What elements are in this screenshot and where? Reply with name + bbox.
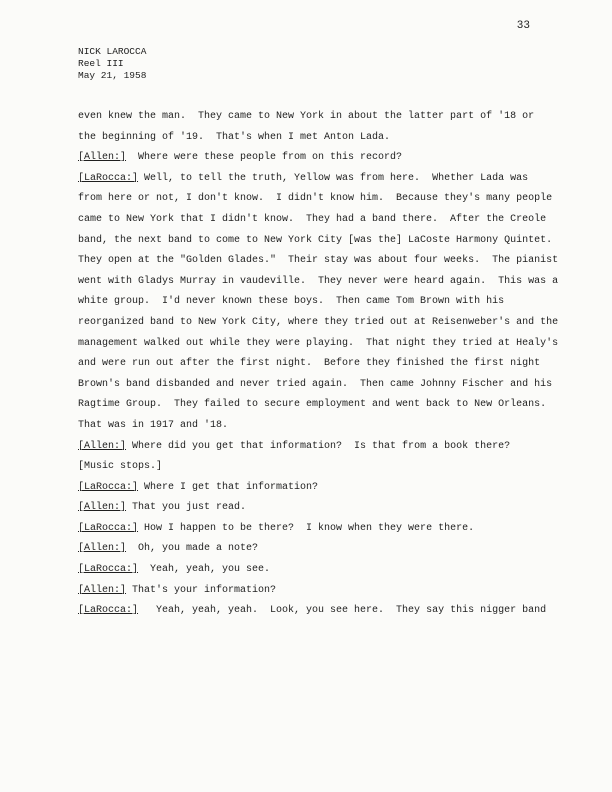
- transcript-line: from here or not, I don't know. I didn't know him. Because they's many people: [78, 193, 553, 205]
- transcript-line: Brown's band disbanded and never tried again. Then came Johnny Fischer and his: [78, 378, 553, 390]
- transcript-line: Ragtime Group. They failed to secure employment and went back to New Orleans.: [78, 399, 547, 411]
- transcript-line: [78, 519, 570, 540]
- transcript-line: [78, 601, 570, 622]
- transcript-line: the beginning of '19. That's when I met Anton Lada.: [78, 131, 391, 143]
- transcript-body: [78, 107, 570, 622]
- speech-text: Where were these people from on this record?: [126, 152, 403, 164]
- transcript-line: [78, 539, 570, 560]
- speech-text: That you just read.: [126, 502, 247, 514]
- speaker-label: [LaRocca:]: [78, 522, 139, 534]
- speech-text: How I happen to be there? I know when they were there.: [138, 522, 475, 534]
- speaker-label: [LaRocca:]: [78, 481, 139, 493]
- transcript-line: [78, 560, 570, 581]
- speaker-label: [LaRocca:]: [78, 605, 139, 617]
- transcript-line: reorganized band to New York City, where they tried out at Reisenweber's and the: [78, 316, 559, 328]
- transcript-line: [78, 498, 570, 519]
- transcript-line: [78, 478, 570, 499]
- transcript-line: came to New York that I didn't know. They had a band there. After the Creole: [78, 213, 547, 225]
- page-number: 33: [516, 20, 530, 32]
- transcript-line: and were run out after the first night. Before they finished the first night: [78, 358, 541, 370]
- transcript-line: [78, 581, 570, 602]
- interviewee-name: NICK LAROCCA: [78, 46, 147, 57]
- transcript-line: [78, 148, 570, 169]
- speech-text: Where did you get that information? Is that from a book there?: [126, 440, 511, 452]
- transcript-line: [78, 169, 570, 190]
- transcript-line: band, the next band to come to New York City [was the] LaCoste Harmony Quintet.: [78, 234, 553, 246]
- speech-text: Yeah, yeah, you see.: [138, 564, 271, 576]
- speech-text: Where I get that information?: [138, 481, 319, 493]
- transcript-line: white group. I'd never known these boys. Then came Tom Brown with his: [78, 296, 505, 308]
- interview-date: May 21, 1958: [78, 70, 147, 81]
- reel-label: Reel III: [78, 58, 124, 69]
- speech-text: Yeah, yeah, yeah. Look, you see here. They say this nigger band: [138, 605, 547, 617]
- speech-text: Oh, you made a note?: [126, 543, 259, 555]
- speaker-label: [Allen:]: [78, 440, 127, 452]
- transcript-line: They open at the "Golden Glades." Their stay was about four weeks. The pianist: [78, 255, 559, 267]
- speaker-label: [Allen:]: [78, 543, 127, 555]
- speech-text: Well, to tell the truth, Yellow was from here. Whether Lada was: [138, 172, 529, 184]
- transcript-line: went with Gladys Murray in vaudeville. They never were heard again. This was a: [78, 275, 559, 287]
- speaker-label: [LaRocca:]: [78, 172, 139, 184]
- speaker-label: [Allen:]: [78, 502, 127, 514]
- transcript-line: [78, 437, 570, 458]
- transcript-line: [Music stops.]: [78, 461, 163, 473]
- speaker-label: [LaRocca:]: [78, 564, 139, 576]
- speaker-label: [Allen:]: [78, 584, 127, 596]
- transcript-header: [78, 46, 146, 82]
- speaker-label: [Allen:]: [78, 152, 127, 164]
- speech-text: That's your information?: [126, 584, 277, 596]
- transcript-line: even knew the man. They came to New York in about the latter part of '18 or: [78, 111, 535, 122]
- transcript-line: management walked out while they were playing. That night they tried at Healy's: [78, 337, 559, 349]
- transcript-line: That was in 1917 and '18.: [78, 419, 229, 431]
